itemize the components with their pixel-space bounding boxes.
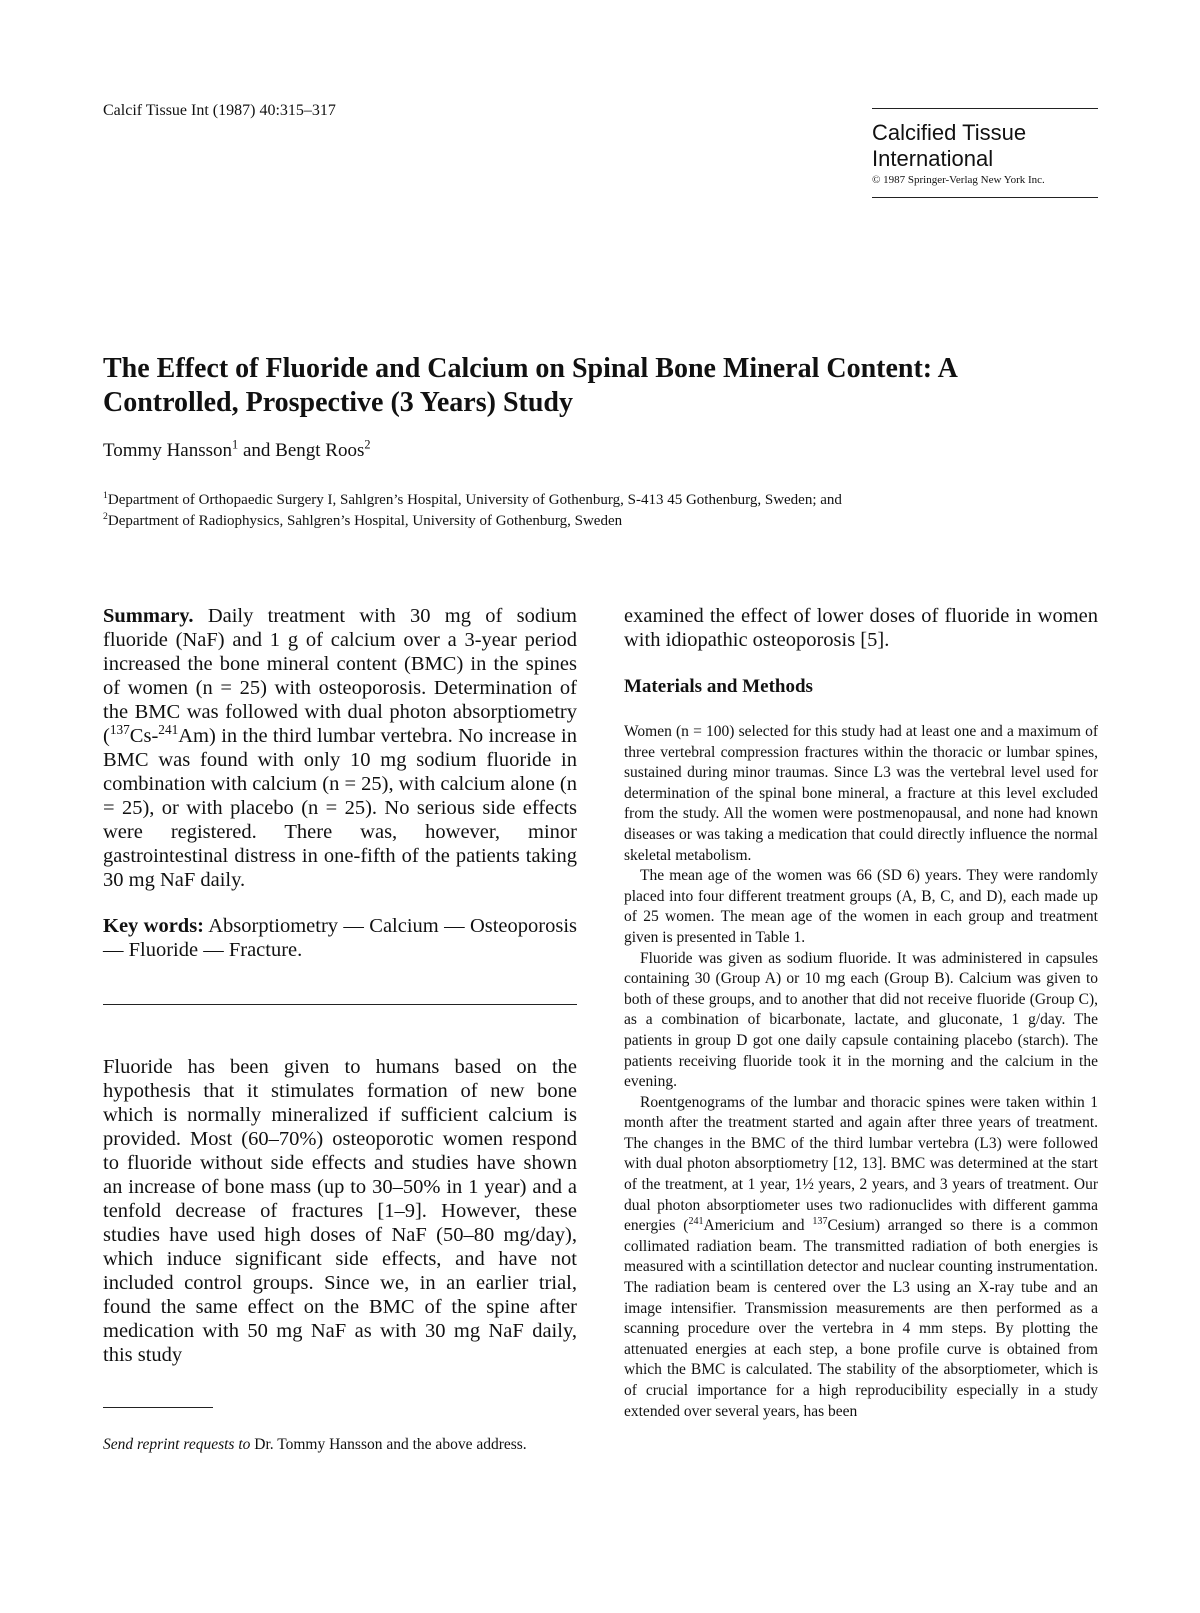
right-column xyxy=(624,604,1098,1422)
article-title: The Effect of Fluoride and Calcium on Spinal Bone Mineral Content: A Controlled, Prospective (3 Years) Study xyxy=(103,353,957,418)
methods-paragraph: The mean age of the women was 66 (SD 6) years. They were randomly placed into four different treatment groups (A, B, C, and D), each made up of 25 women. The mean age of the women in each group and treatment given is presented in Table 1. xyxy=(624,867,1098,946)
abstract-separator xyxy=(103,1004,577,1005)
journal-name-line1: Calcified Tissue xyxy=(872,120,1027,145)
journal-name xyxy=(872,120,1098,172)
author-name: Tommy Hansson xyxy=(103,440,233,461)
author-affil-mark: 1 xyxy=(232,437,239,452)
intro-continued: examined the effect of lower doses of fluoride in women with idiopathic osteoporosis [5]. xyxy=(624,605,1098,651)
methods-paragraph: Roentgenograms of the lumbar and thoracic spines were taken within 1 month after the treatment started and again after three years of treatment. The changes in the BMC of the third lumbar vertebra (L3) were followed with dual photon absorptiometry [12, 13]. BMC was determined at the start of the treatment, at 1 year, 1½ years, 2 years, and 3 years of treatment. Our dual photon absorptiometer uses two radionuclides with different gamma energies ($^{241}$Americium and $^{137}$Cesium) arranged so there is a common collimated radiation beam. The transmitted radiation of both energies is measured with a scintillation detector and nuclear counting instrumentation. The radiation beam is centered over the L3 using an X-ray tube and an image intensifier. Transmission measurements are then performed as a scanning procedure over the vertebra in 4 mm steps. By plotting the attenuated energies at each step, a bone profile curve is obtained from which the BMC is calculated. The stability of the absorptiometer, which is of crucial importance for a high reproducibility especially in a study extended over several years, has been xyxy=(624,1093,1098,1420)
journal-masthead xyxy=(872,108,1098,198)
summary-label: Summary. xyxy=(103,605,194,627)
intro-paragraph: Fluoride has been given to humans based on the hypothesis that it stimulates formation of new bone which is normally mineralized if sufficient calcium is provided. Most (60–70%) osteoporotic women respond to fluoride without side effects and studies have shown an increase of bone mass (up to 30–50% in 1 year) and a tenfold decrease of fractures [1–9]. However, these studies have used high doses of NaF (50–80 mg/day), which induce significant side effects, and have not included control groups. Since we, in an earlier trial, found the same effect on the BMC of the spine after medication with 50 mg NaF as with 30 mg NaF daily, this study xyxy=(103,1056,577,1366)
keywords-label: Key words: xyxy=(103,915,205,937)
author-name: Bengt Roos xyxy=(275,440,365,461)
keywords-paragraph: Key words: Absorptiometry — Calcium — Osteoporosis — Fluoride — Fracture. xyxy=(103,915,577,961)
affil-mark: 1 xyxy=(103,490,108,501)
affil-mark: 2 xyxy=(103,511,108,522)
methods-paragraph: Fluoride was given as sodium fluoride. It was administered in capsules containing 30 (Group A) or 10 mg each (Group B). Calcium was given to both of these groups, and to another that did not receive fluoride (Group C), as a combination of bicarbonate, lactate, and gluconate, 1 g/day. The patients in group D got one daily capsule containing placebo (starch). The patients receiving fluoride took it in the morning and the calcium in the evening. xyxy=(624,949,1098,1091)
masthead-bottom-rule xyxy=(872,197,1098,198)
copyright-notice: © 1987 Springer-Verlag New York Inc. xyxy=(872,174,1045,186)
author-line xyxy=(103,437,371,462)
methods-paragraph: Women (n = 100) selected for this study had at least one and a maximum of three vertebral compression fractures within the thoracic or lumbar spines, sustained during minor traumas. Since L3 was the vertebral level used for determination of the spinal bone mineral, a fracture at this level excluded from the study. All the women were postmenopausal, and none had known diseases or was taking a medication that could directly influence the normal skeletal metabolism. xyxy=(624,723,1098,864)
left-column xyxy=(103,604,577,1455)
journal-name-line2: International xyxy=(872,146,994,171)
affiliation-1: $^1$Department of Orthopaedic Surgery I, Sahlgren’s Hospital, University of Gothenburg, S-413 45 Gothenburg, Sweden; and xyxy=(103,490,842,508)
section-heading: Materials and Methods xyxy=(624,676,813,697)
footnote-rule xyxy=(103,1407,213,1408)
masthead-top-rule xyxy=(872,108,1098,109)
author-affil-mark: 2 xyxy=(364,437,371,452)
affiliation-2: $^2$Department of Radiophysics, Sahlgren’s Hospital, University of Gothenburg, Sweden xyxy=(103,511,623,529)
affiliations xyxy=(103,490,1103,532)
summary-paragraph: Summary. Daily treatment with 30 mg of sodium fluoride (NaF) and 1 g of calcium over a 3-year period increased the bone mineral content (BMC) in the spines of women (n = 25) with osteoporosis. Determination of the BMC was followed with dual photon absorptiometry ($^{137}$Cs-$^{241}$Am) in the third lumbar vertebra. No increase in BMC was found with only 10 mg sodium fluoride in combination with calcium (n = 25), with calcium alone (n = 25), or with placebo (n = 25). No serious side effects were registered. There was, however, minor gastrointestinal distress in one-fifth of the patients taking 30 mg NaF daily. xyxy=(103,605,577,891)
reprint-footnote: Send reprint requests to Dr. Tommy Hansson and the above address. xyxy=(103,1436,527,1453)
journal-citation: Calcif Tissue Int (1987) 40:315–317 xyxy=(103,102,336,119)
author-conjunction: and xyxy=(238,440,276,461)
